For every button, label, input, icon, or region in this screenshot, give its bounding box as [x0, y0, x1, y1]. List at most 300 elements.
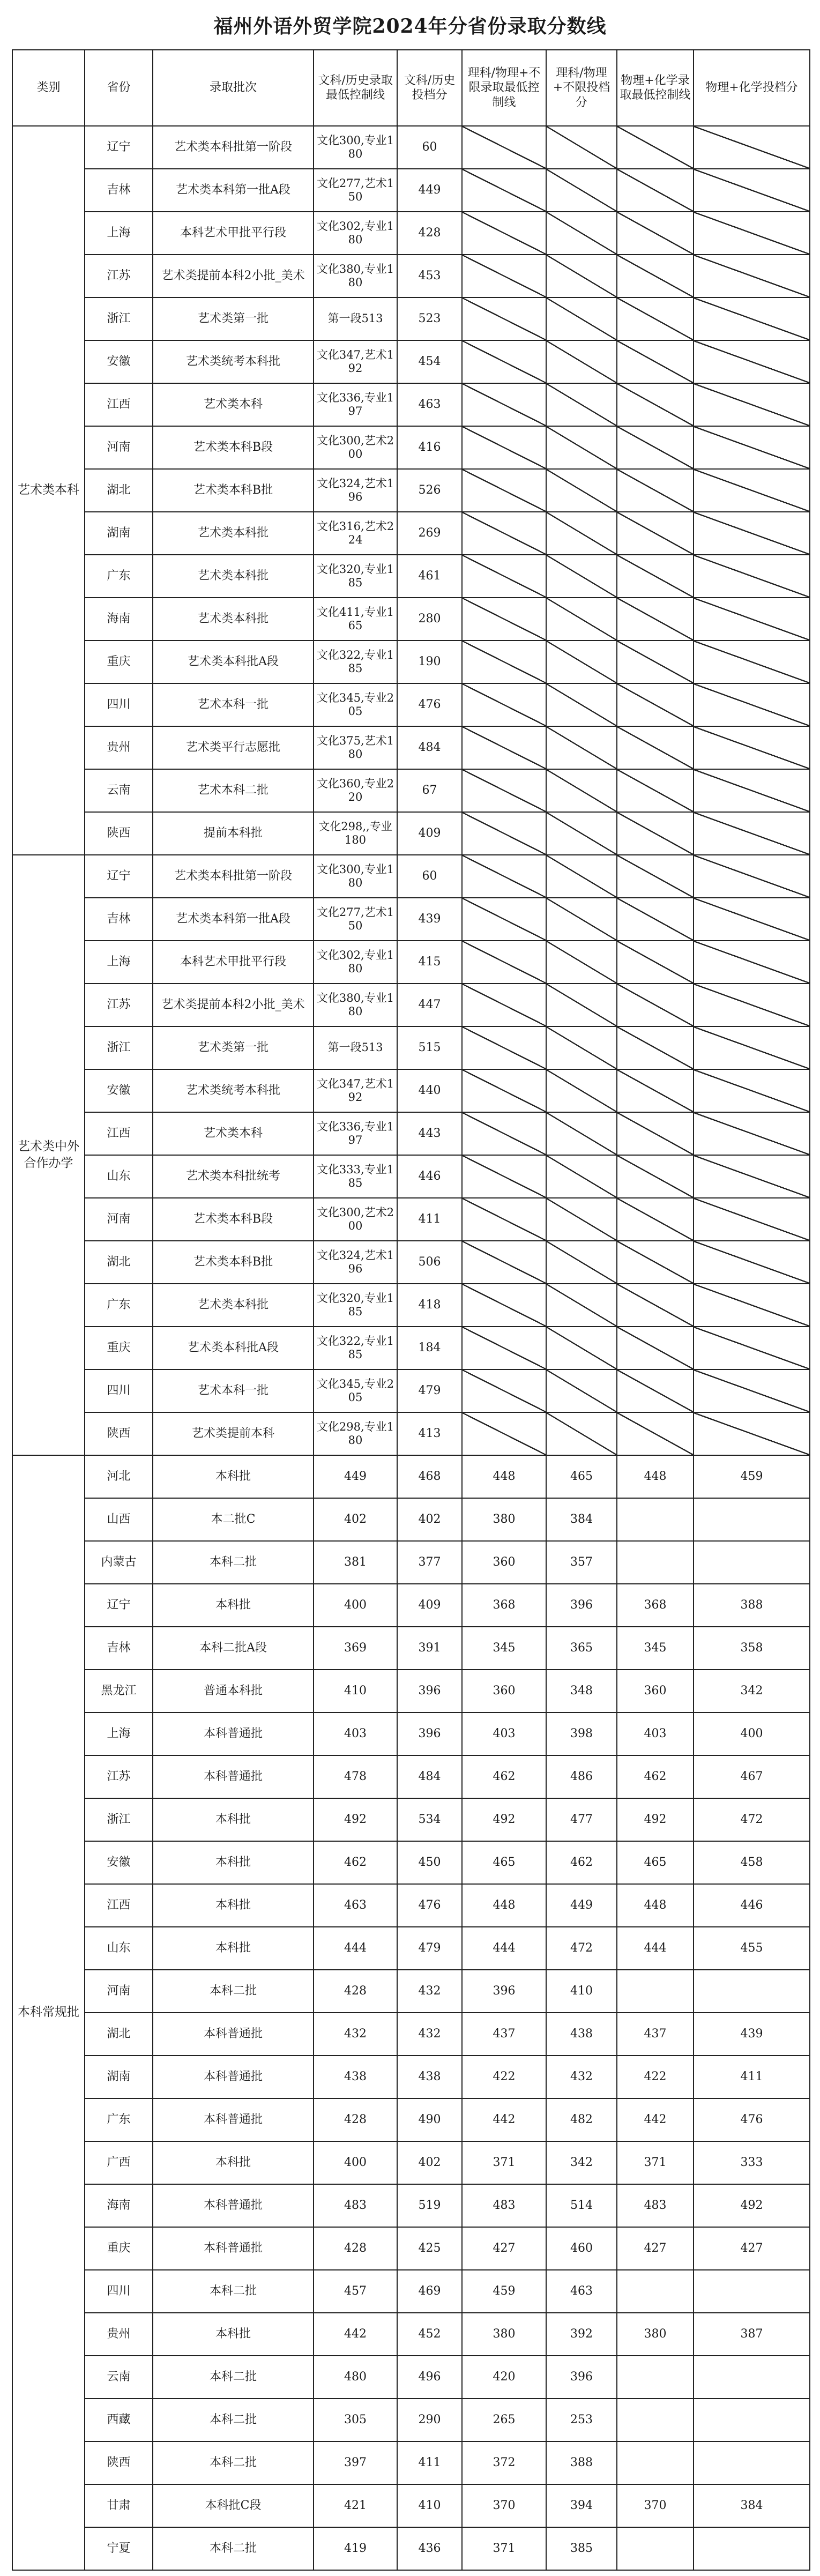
liberal-score-cell: 523 [397, 297, 462, 340]
batch-cell: 艺术本科二批 [153, 769, 314, 812]
province-cell: 宁夏 [85, 2527, 153, 2570]
province-cell: 山东 [85, 1927, 153, 1970]
science-min-cell: 396 [462, 1970, 546, 2013]
liberal-score-cell: 415 [397, 941, 462, 984]
batch-cell: 本科普通批 [153, 2184, 314, 2227]
physchem-min-cell: 370 [617, 2484, 694, 2527]
physchem-min-cell: 448 [617, 1455, 694, 1498]
batch-cell: 艺术类本科第一批A段 [153, 169, 314, 212]
table-row [12, 2356, 810, 2399]
science-min-cell: 465 [462, 1841, 546, 1884]
not-applicable-cell [694, 1327, 810, 1369]
province-cell: 四川 [85, 1369, 153, 1412]
not-applicable-cell [617, 598, 694, 641]
batch-cell: 艺术类本科批 [153, 1284, 314, 1327]
batch-cell: 艺术类统考本科批 [153, 1069, 314, 1112]
not-applicable-cell [617, 212, 694, 255]
batch-cell: 艺术类第一批 [153, 1026, 314, 1069]
not-applicable-cell [617, 340, 694, 383]
liberal-score-cell: 418 [397, 1284, 462, 1327]
not-applicable-cell [546, 1369, 617, 1412]
not-applicable-cell [617, 898, 694, 941]
province-cell: 黑龙江 [85, 1670, 153, 1713]
table-row [12, 1670, 810, 1713]
province-cell: 河北 [85, 1455, 153, 1498]
not-applicable-cell [617, 1327, 694, 1369]
province-cell: 安徽 [85, 1069, 153, 1112]
science-score-cell: 482 [546, 2098, 617, 2141]
table-row [12, 126, 810, 169]
table-body [12, 126, 810, 2570]
table-row [12, 2441, 810, 2484]
liberal-min-cell: 文化336,专业197 [314, 1112, 397, 1155]
table-row [12, 1970, 810, 2013]
not-applicable-cell [546, 297, 617, 340]
physchem-min-cell [617, 1970, 694, 2013]
physchem-score-cell: 358 [694, 1627, 810, 1670]
not-applicable-cell [546, 1284, 617, 1327]
liberal-score-cell: 409 [397, 812, 462, 855]
science-score-cell: 398 [546, 1713, 617, 1755]
page-title: 福州外语外贸学院2024年分省份录取分数线 [213, 14, 607, 38]
table-row [12, 1884, 810, 1927]
batch-cell: 艺术类本科B段 [153, 426, 314, 469]
physchem-min-cell: 462 [617, 1755, 694, 1798]
table-row [12, 769, 810, 812]
not-applicable-cell [694, 984, 810, 1026]
physchem-min-cell: 368 [617, 1584, 694, 1627]
not-applicable-cell [546, 212, 617, 255]
not-applicable-cell [546, 1412, 617, 1455]
liberal-score-cell: 409 [397, 1584, 462, 1627]
physchem-score-cell: 388 [694, 1584, 810, 1627]
science-score-cell: 465 [546, 1455, 617, 1498]
batch-cell: 艺术类本科批 [153, 555, 314, 598]
not-applicable-cell [617, 726, 694, 769]
not-applicable-cell [546, 941, 617, 984]
batch-cell: 艺术类提前本科2小批_美术 [153, 255, 314, 297]
batch-cell: 普通本科批 [153, 1670, 314, 1713]
not-applicable-cell [462, 1026, 546, 1069]
liberal-min-cell: 文化322,专业185 [314, 641, 397, 683]
batch-cell: 本科艺术甲批平行段 [153, 941, 314, 984]
not-applicable-cell [462, 941, 546, 984]
province-cell: 河南 [85, 1970, 153, 2013]
physchem-min-cell: 380 [617, 2313, 694, 2356]
province-cell: 重庆 [85, 2227, 153, 2270]
liberal-score-cell: 396 [397, 1670, 462, 1713]
liberal-score-cell: 479 [397, 1927, 462, 1970]
physchem-min-cell: 422 [617, 2056, 694, 2098]
not-applicable-cell [462, 641, 546, 683]
province-cell: 浙江 [85, 297, 153, 340]
physchem-score-cell: 333 [694, 2141, 810, 2184]
physchem-min-cell: 371 [617, 2141, 694, 2184]
physchem-score-cell: 342 [694, 1670, 810, 1713]
batch-cell: 本科普通批 [153, 1755, 314, 1798]
batch-cell: 本科批 [153, 1584, 314, 1627]
not-applicable-cell [546, 984, 617, 1026]
science-min-cell: 492 [462, 1798, 546, 1841]
header-physchem-min: 物理+化学录取最低控制线 [617, 50, 694, 126]
not-applicable-cell [462, 1241, 546, 1284]
not-applicable-cell [694, 212, 810, 255]
science-score-cell: 342 [546, 2141, 617, 2184]
liberal-score-cell: 461 [397, 555, 462, 598]
table-row [12, 1713, 810, 1755]
liberal-score-cell: 452 [397, 2313, 462, 2356]
not-applicable-cell [546, 426, 617, 469]
batch-cell: 本科批 [153, 1841, 314, 1884]
not-applicable-cell [694, 812, 810, 855]
liberal-score-cell: 439 [397, 898, 462, 941]
liberal-min-cell: 419 [314, 2527, 397, 2570]
batch-cell: 本科二批 [153, 2399, 314, 2441]
liberal-min-cell: 428 [314, 1970, 397, 2013]
not-applicable-cell [694, 383, 810, 426]
science-score-cell: 388 [546, 2441, 617, 2484]
batch-cell: 艺术类本科批A段 [153, 641, 314, 683]
liberal-min-cell: 文化333,专业185 [314, 1155, 397, 1198]
province-cell: 吉林 [85, 169, 153, 212]
not-applicable-cell [462, 726, 546, 769]
not-applicable-cell [694, 169, 810, 212]
table-row [12, 598, 810, 641]
liberal-min-cell: 文化324,艺术196 [314, 1241, 397, 1284]
batch-cell: 本科艺术甲批平行段 [153, 212, 314, 255]
liberal-score-cell: 411 [397, 1198, 462, 1241]
liberal-score-cell: 60 [397, 855, 462, 898]
liberal-score-cell: 476 [397, 683, 462, 726]
province-cell: 广东 [85, 1284, 153, 1327]
liberal-min-cell: 文化380,专业180 [314, 255, 397, 297]
not-applicable-cell [617, 426, 694, 469]
liberal-score-cell: 402 [397, 2141, 462, 2184]
batch-cell: 提前本科批 [153, 812, 314, 855]
science-min-cell: 403 [462, 1713, 546, 1755]
batch-cell: 艺术类本科 [153, 383, 314, 426]
physchem-min-cell [617, 2441, 694, 2484]
physchem-min-cell [617, 2356, 694, 2399]
not-applicable-cell [694, 855, 810, 898]
liberal-min-cell: 463 [314, 1884, 397, 1927]
liberal-score-cell: 476 [397, 1884, 462, 1927]
science-score-cell: 384 [546, 1498, 617, 1541]
not-applicable-cell [694, 1069, 810, 1112]
not-applicable-cell [694, 769, 810, 812]
not-applicable-cell [546, 1155, 617, 1198]
physchem-min-cell: 444 [617, 1927, 694, 1970]
header-physchem-score: 物理+化学投档分 [694, 50, 810, 126]
not-applicable-cell [694, 1026, 810, 1069]
batch-cell: 艺术类本科批第一阶段 [153, 855, 314, 898]
liberal-score-cell: 416 [397, 426, 462, 469]
not-applicable-cell [462, 898, 546, 941]
not-applicable-cell [617, 641, 694, 683]
science-min-cell: 368 [462, 1584, 546, 1627]
physchem-score-cell: 467 [694, 1755, 810, 1798]
table-row [12, 1327, 810, 1369]
not-applicable-cell [617, 855, 694, 898]
liberal-min-cell: 438 [314, 2056, 397, 2098]
science-min-cell: 448 [462, 1455, 546, 1498]
physchem-score-cell: 400 [694, 1713, 810, 1755]
liberal-score-cell: 269 [397, 512, 462, 555]
liberal-min-cell: 文化347,艺术192 [314, 1069, 397, 1112]
batch-cell: 艺术类第一批 [153, 297, 314, 340]
not-applicable-cell [694, 469, 810, 512]
liberal-min-cell: 442 [314, 2313, 397, 2356]
not-applicable-cell [617, 1155, 694, 1198]
not-applicable-cell [617, 126, 694, 169]
liberal-score-cell: 67 [397, 769, 462, 812]
science-score-cell: 514 [546, 2184, 617, 2227]
liberal-min-cell: 410 [314, 1670, 397, 1713]
liberal-min-cell: 403 [314, 1713, 397, 1755]
liberal-min-cell: 文化298,,专业180 [314, 812, 397, 855]
table-row [12, 1241, 810, 1284]
province-cell: 安徽 [85, 340, 153, 383]
not-applicable-cell [462, 1198, 546, 1241]
liberal-min-cell: 480 [314, 2356, 397, 2399]
science-min-cell: 422 [462, 2056, 546, 2098]
physchem-min-cell [617, 2399, 694, 2441]
liberal-min-cell: 文化347,艺术192 [314, 340, 397, 383]
header-row [12, 50, 810, 126]
province-cell: 江西 [85, 1112, 153, 1155]
liberal-min-cell: 文化302,专业180 [314, 941, 397, 984]
batch-cell: 本科二批 [153, 2527, 314, 2570]
province-cell: 广西 [85, 2141, 153, 2184]
not-applicable-cell [694, 426, 810, 469]
not-applicable-cell [694, 683, 810, 726]
science-min-cell: 380 [462, 2313, 546, 2356]
science-min-cell: 345 [462, 1627, 546, 1670]
province-cell: 江西 [85, 383, 153, 426]
liberal-score-cell: 534 [397, 1798, 462, 1841]
science-min-cell: 265 [462, 2399, 546, 2441]
physchem-score-cell: 472 [694, 1798, 810, 1841]
liberal-min-cell: 369 [314, 1627, 397, 1670]
province-cell: 陕西 [85, 2441, 153, 2484]
physchem-score-cell: 384 [694, 2484, 810, 2527]
table-row [12, 255, 810, 297]
not-applicable-cell [462, 1284, 546, 1327]
batch-cell: 本科普通批 [153, 2056, 314, 2098]
province-cell: 吉林 [85, 898, 153, 941]
not-applicable-cell [617, 1198, 694, 1241]
not-applicable-cell [546, 340, 617, 383]
header-liberal-score: 文科/历史投档分 [397, 50, 462, 126]
physchem-score-cell: 459 [694, 1455, 810, 1498]
province-cell: 上海 [85, 1713, 153, 1755]
not-applicable-cell [546, 1327, 617, 1369]
not-applicable-cell [617, 512, 694, 555]
table-row [12, 1541, 810, 1584]
liberal-score-cell: 450 [397, 1841, 462, 1884]
table-row [12, 212, 810, 255]
liberal-min-cell: 400 [314, 1584, 397, 1627]
liberal-min-cell: 文化322,专业185 [314, 1327, 397, 1369]
table-row [12, 2270, 810, 2313]
liberal-min-cell: 文化345,专业205 [314, 683, 397, 726]
table-row [12, 683, 810, 726]
not-applicable-cell [617, 1069, 694, 1112]
liberal-score-cell: 453 [397, 255, 462, 297]
batch-cell: 艺术类本科批第一阶段 [153, 126, 314, 169]
province-cell: 湖北 [85, 469, 153, 512]
physchem-min-cell: 465 [617, 1841, 694, 1884]
table-row [12, 2184, 810, 2227]
province-cell: 重庆 [85, 641, 153, 683]
liberal-score-cell: 440 [397, 1069, 462, 1112]
table-row [12, 1841, 810, 1884]
science-score-cell: 463 [546, 2270, 617, 2313]
not-applicable-cell [462, 1369, 546, 1412]
score-table-container [12, 49, 809, 2571]
table-row [12, 1455, 810, 1498]
liberal-score-cell: 411 [397, 2441, 462, 2484]
liberal-min-cell: 文化277,艺术150 [314, 898, 397, 941]
not-applicable-cell [546, 255, 617, 297]
province-cell: 江西 [85, 1884, 153, 1927]
liberal-min-cell: 文化302,专业180 [314, 212, 397, 255]
batch-cell: 本科批 [153, 1884, 314, 1927]
liberal-min-cell: 492 [314, 1798, 397, 1841]
not-applicable-cell [462, 984, 546, 1026]
physchem-min-cell: 360 [617, 1670, 694, 1713]
liberal-min-cell: 402 [314, 1498, 397, 1541]
liberal-score-cell: 515 [397, 1026, 462, 1069]
table-row [12, 1069, 810, 1112]
science-score-cell: 365 [546, 1627, 617, 1670]
province-cell: 云南 [85, 769, 153, 812]
science-min-cell: 372 [462, 2441, 546, 2484]
liberal-score-cell: 490 [397, 2098, 462, 2141]
batch-cell: 本科二批 [153, 2270, 314, 2313]
not-applicable-cell [617, 1284, 694, 1327]
header-category: 类别 [12, 50, 85, 126]
batch-cell: 本科二批A段 [153, 1627, 314, 1670]
not-applicable-cell [462, 1069, 546, 1112]
batch-cell: 艺术类本科批 [153, 598, 314, 641]
not-applicable-cell [617, 1412, 694, 1455]
batch-cell: 本科批 [153, 2313, 314, 2356]
physchem-score-cell: 492 [694, 2184, 810, 2227]
header-science-score: 理科/物理+不限投档分 [546, 50, 617, 126]
not-applicable-cell [462, 512, 546, 555]
liberal-score-cell: 447 [397, 984, 462, 1026]
not-applicable-cell [617, 169, 694, 212]
province-cell: 安徽 [85, 1841, 153, 1884]
batch-cell: 本科二批 [153, 1970, 314, 2013]
province-cell: 江苏 [85, 984, 153, 1026]
not-applicable-cell [546, 726, 617, 769]
science-score-cell: 438 [546, 2013, 617, 2056]
batch-cell: 本科普通批 [153, 2013, 314, 2056]
not-applicable-cell [546, 598, 617, 641]
table-row [12, 426, 810, 469]
physchem-score-cell: 476 [694, 2098, 810, 2141]
province-cell: 浙江 [85, 1026, 153, 1069]
not-applicable-cell [694, 1412, 810, 1455]
not-applicable-cell [617, 941, 694, 984]
province-cell: 江苏 [85, 255, 153, 297]
table-row [12, 512, 810, 555]
liberal-min-cell: 文化336,专业197 [314, 383, 397, 426]
not-applicable-cell [694, 555, 810, 598]
table-row [12, 383, 810, 426]
table-row [12, 469, 810, 512]
liberal-min-cell: 428 [314, 2227, 397, 2270]
not-applicable-cell [462, 1327, 546, 1369]
province-cell: 广东 [85, 2098, 153, 2141]
table-row [12, 2098, 810, 2141]
batch-cell: 本科二批 [153, 2441, 314, 2484]
science-score-cell: 357 [546, 1541, 617, 1584]
batch-cell: 艺术类本科 [153, 1112, 314, 1155]
category-cell: 艺术类本科 [12, 126, 85, 855]
liberal-score-cell: 496 [397, 2356, 462, 2399]
science-min-cell: 380 [462, 1498, 546, 1541]
not-applicable-cell [462, 1155, 546, 1198]
physchem-score-cell [694, 2441, 810, 2484]
province-cell: 四川 [85, 2270, 153, 2313]
science-min-cell: 442 [462, 2098, 546, 2141]
table-row [12, 340, 810, 383]
not-applicable-cell [617, 984, 694, 1026]
not-applicable-cell [694, 941, 810, 984]
not-applicable-cell [546, 1198, 617, 1241]
physchem-min-cell: 442 [617, 2098, 694, 2141]
table-row [12, 297, 810, 340]
science-min-cell: 370 [462, 2484, 546, 2527]
table-row [12, 2227, 810, 2270]
physchem-min-cell: 427 [617, 2227, 694, 2270]
province-cell: 广东 [85, 555, 153, 598]
liberal-score-cell: 402 [397, 1498, 462, 1541]
liberal-min-cell: 444 [314, 1927, 397, 1970]
table-row [12, 898, 810, 941]
liberal-min-cell: 文化345,专业205 [314, 1369, 397, 1412]
science-score-cell: 396 [546, 1584, 617, 1627]
liberal-min-cell: 文化324,艺术196 [314, 469, 397, 512]
not-applicable-cell [462, 255, 546, 297]
not-applicable-cell [546, 769, 617, 812]
liberal-score-cell: 428 [397, 212, 462, 255]
science-score-cell: 396 [546, 2356, 617, 2399]
liberal-min-cell: 449 [314, 1455, 397, 1498]
batch-cell: 艺术类统考本科批 [153, 340, 314, 383]
liberal-min-cell: 文化300,艺术200 [314, 426, 397, 469]
liberal-min-cell: 478 [314, 1755, 397, 1798]
header-science-min: 理科/物理+不限录取最低控制线 [462, 50, 546, 126]
not-applicable-cell [694, 126, 810, 169]
physchem-score-cell: 427 [694, 2227, 810, 2270]
not-applicable-cell [694, 512, 810, 555]
science-min-cell: 360 [462, 1541, 546, 1584]
science-min-cell: 371 [462, 2141, 546, 2184]
liberal-min-cell: 文化300,艺术200 [314, 1198, 397, 1241]
liberal-score-cell: 425 [397, 2227, 462, 2270]
science-score-cell: 472 [546, 1927, 617, 1970]
liberal-min-cell: 400 [314, 2141, 397, 2184]
not-applicable-cell [546, 555, 617, 598]
province-cell: 湖北 [85, 2013, 153, 2056]
not-applicable-cell [462, 383, 546, 426]
science-min-cell: 448 [462, 1884, 546, 1927]
liberal-score-cell: 410 [397, 2484, 462, 2527]
